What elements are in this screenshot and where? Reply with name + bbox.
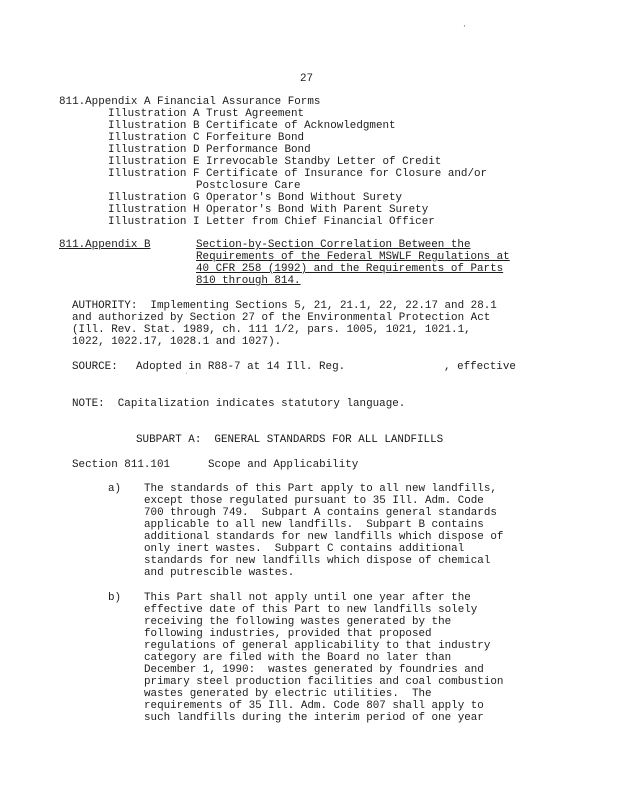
para-b-line: This Part shall not apply until one year after the: [144, 592, 471, 604]
source-label: SOURCE:: [72, 361, 118, 373]
appendix-a-item: Illustration C Forfeiture Bond: [108, 132, 305, 144]
page-number: 27: [300, 73, 314, 85]
appendix-a-item: Illustration G Operator's Bond Without Surety: [108, 192, 403, 204]
para-a-line: 700 through 749. Subpart A contains general standards: [144, 507, 497, 519]
para-a-line: applicable to all new landfills. Subpart B contains: [144, 519, 484, 531]
appendix-b-title-line: 810 through 814.: [196, 275, 301, 287]
para-b-line: following industries, provided that proposed: [144, 628, 432, 640]
para-b-line: effective date of this Part to new landfills solely: [144, 604, 478, 616]
note-line: NOTE: Capitalization indicates statutory language.: [72, 398, 406, 410]
authority-line: and authorized by Section 27 of the Environmental Protection Act: [72, 312, 491, 324]
para-b-line: category are filed with the Board no later than: [144, 652, 452, 664]
scan-speck: ˙: [184, 373, 189, 382]
para-a-marker: a): [108, 483, 122, 495]
para-b-line: requirements of 35 Ill. Adm. Code 807 shall apply to: [144, 700, 484, 712]
appendix-b-label: 811.Appendix B: [59, 239, 151, 251]
appendix-a-item: Illustration A Trust Agreement: [108, 108, 305, 120]
para-b-line: such landfills during the interim period of one year: [144, 712, 484, 724]
para-a-line: standards for new landfills which dispose of chemical: [144, 555, 491, 567]
section-number: Section 811.101: [72, 459, 171, 471]
para-a-line: except those regulated pursuant to 35 Ill. Adm. Code: [144, 495, 484, 507]
appendix-a-item: Illustration F Certificate of Insurance for Closure and/or: [108, 168, 488, 180]
section-title: Scope and Applicability: [208, 459, 359, 471]
para-b-line: regulations of general applicability to that industry: [144, 640, 491, 652]
authority-line: (Ill. Rev. Stat. 1989, ch. 111 1/2, pars. 1005, 1021, 1021.1,: [72, 324, 471, 336]
para-a-line: additional standards for new landfills which dispose of: [144, 531, 504, 543]
authority-line: AUTHORITY: Implementing Sections 5, 21, 21.1, 22, 22.17 and 28.1: [72, 300, 497, 312]
para-b-line: December 1, 1990: wastes generated by foundries and: [144, 664, 484, 676]
appendix-b-title-line: Section-by-Section Correlation Between the: [196, 239, 471, 251]
appendix-a-item-continuation: Postclosure Care: [196, 180, 301, 192]
para-a-line: only inert wastes. Subpart C contains additional: [144, 543, 465, 555]
para-b-marker: b): [108, 592, 122, 604]
authority-line: 1022, 1022.17, 1028.1 and 1027).: [72, 336, 282, 348]
scan-speck: ·: [462, 22, 467, 31]
source-effective: , effective: [444, 361, 516, 373]
para-b-line: receiving the following wastes generated by the: [144, 616, 452, 628]
appendix-b-title-line: 40 CFR 258 (1992) and the Requirements of Parts: [196, 263, 504, 275]
source-text: Adopted in R88-7 at 14 Ill. Reg.: [136, 361, 346, 373]
appendix-a-item: Illustration H Operator's Bond With Parent Surety: [108, 204, 429, 216]
appendix-a-heading: 811.Appendix A Financial Assurance Forms: [59, 96, 321, 108]
appendix-a-item: Illustration E Irrevocable Standby Letter of Credit: [108, 156, 442, 168]
appendix-a-item: Illustration I Letter from Chief Financial Officer: [108, 216, 435, 228]
appendix-b-title-line: Requirements of the Federal MSWLF Regulations at: [196, 251, 510, 263]
para-a-line: and putrescible wastes.: [144, 567, 295, 579]
appendix-a-item: Illustration D Performance Bond: [108, 144, 311, 156]
para-b-line: primary steel production facilities and coal combustion: [144, 676, 504, 688]
para-a-line: The standards of this Part apply to all new landfills,: [144, 483, 497, 495]
appendix-a-item: Illustration B Certificate of Acknowledgment: [108, 120, 396, 132]
para-b-line: wastes generated by electric utilities. The: [144, 688, 432, 700]
subpart-heading: SUBPART A: GENERAL STANDARDS FOR ALL LANDFILLS: [136, 434, 444, 446]
